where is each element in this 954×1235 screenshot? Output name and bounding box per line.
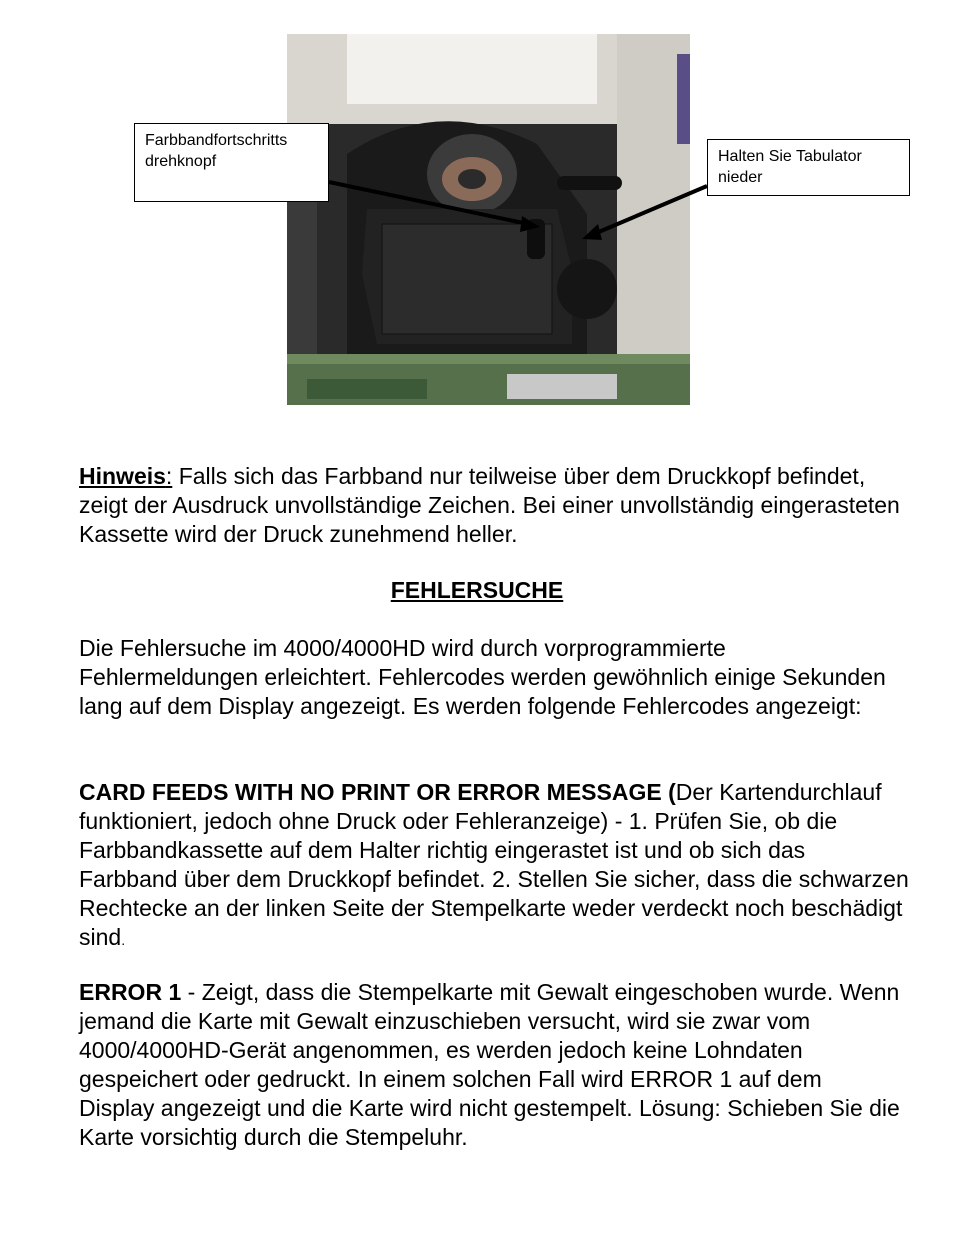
card-feeds-paragraph [79,778,909,955]
hinweis-colon: : [165,463,173,489]
hinweis-paragraph [79,462,909,549]
ribbon-cassette-photo [287,34,690,405]
hinweis-label: Hinweis [79,463,166,489]
error1-text2: Display angezeigt und die Karte wird nicht gestempelt. Lösung: Schieben Sie die Karte vorsichtig durch die Stempeluhr. [79,1095,900,1150]
callout-left-line1: Farbbandfortschritts [145,132,288,149]
callout-hold-tab [707,139,910,196]
intro-paragraph: Die Fehlersuche im 4000/4000HD wird durch vorprogrammierte Fehlermeldungen erleichtert. Fehlercodes werden gewöhnlich einige Sekunden lang auf dem Display angezeigt. Es werden folgende Fehlercodes angezeigt: [79,635,886,719]
callout-right-line1: Halten Sie Tabulator [718,148,862,165]
callout-ribbon-advance-knob [134,123,329,202]
hinweis-text: Falls sich das Farbband nur teilweise über dem Druckkopf befindet, zeigt der Ausdruck unvollständige Zeichen. Bei einer unvollständig eingerasteten Kassette wird der Druck zunehmend heller. [79,463,900,547]
section-heading: FEHLERSUCHE [390,577,564,603]
error1-text: - Zeigt, dass die Stempelkarte mit Gewalt eingeschoben wurde. Wenn jemand die Karte mit Gewalt einzuschieben versucht, wird sie zwar vom 4000/4000HD-Gerät angenommen, es werden jedoch keine Lohndaten gespeichert oder gedruckt. In einem solchen Fall wird ERROR 1 auf dem [79,979,900,1092]
card-feeds-title: CARD FEEDS WITH NO PRINT OR ERROR MESSAGE ( [79,779,676,805]
card-feeds-period: . [121,932,126,948]
callout-right-line2: nieder [718,169,763,186]
error1-title: ERROR 1 [79,979,182,1005]
callout-left-line2: drehknopf [145,153,217,170]
error1-paragraph [79,978,909,1152]
card-feeds-text: Der Kartendurchlauf funktioniert, jedoch ohne Druck oder Fehleranzeige) - 1. Prüfen Sie, ob die Farbbandkassette auf dem Halter richtig eingerastet ist und ob sich das Farbband über dem Druckkopf befindet. 2. Stellen Sie sicher, dass die schwarzen Rechtecke an der linken Seite der Stempelkarte weder verdeckt noch beschädigt sind [79,779,909,950]
